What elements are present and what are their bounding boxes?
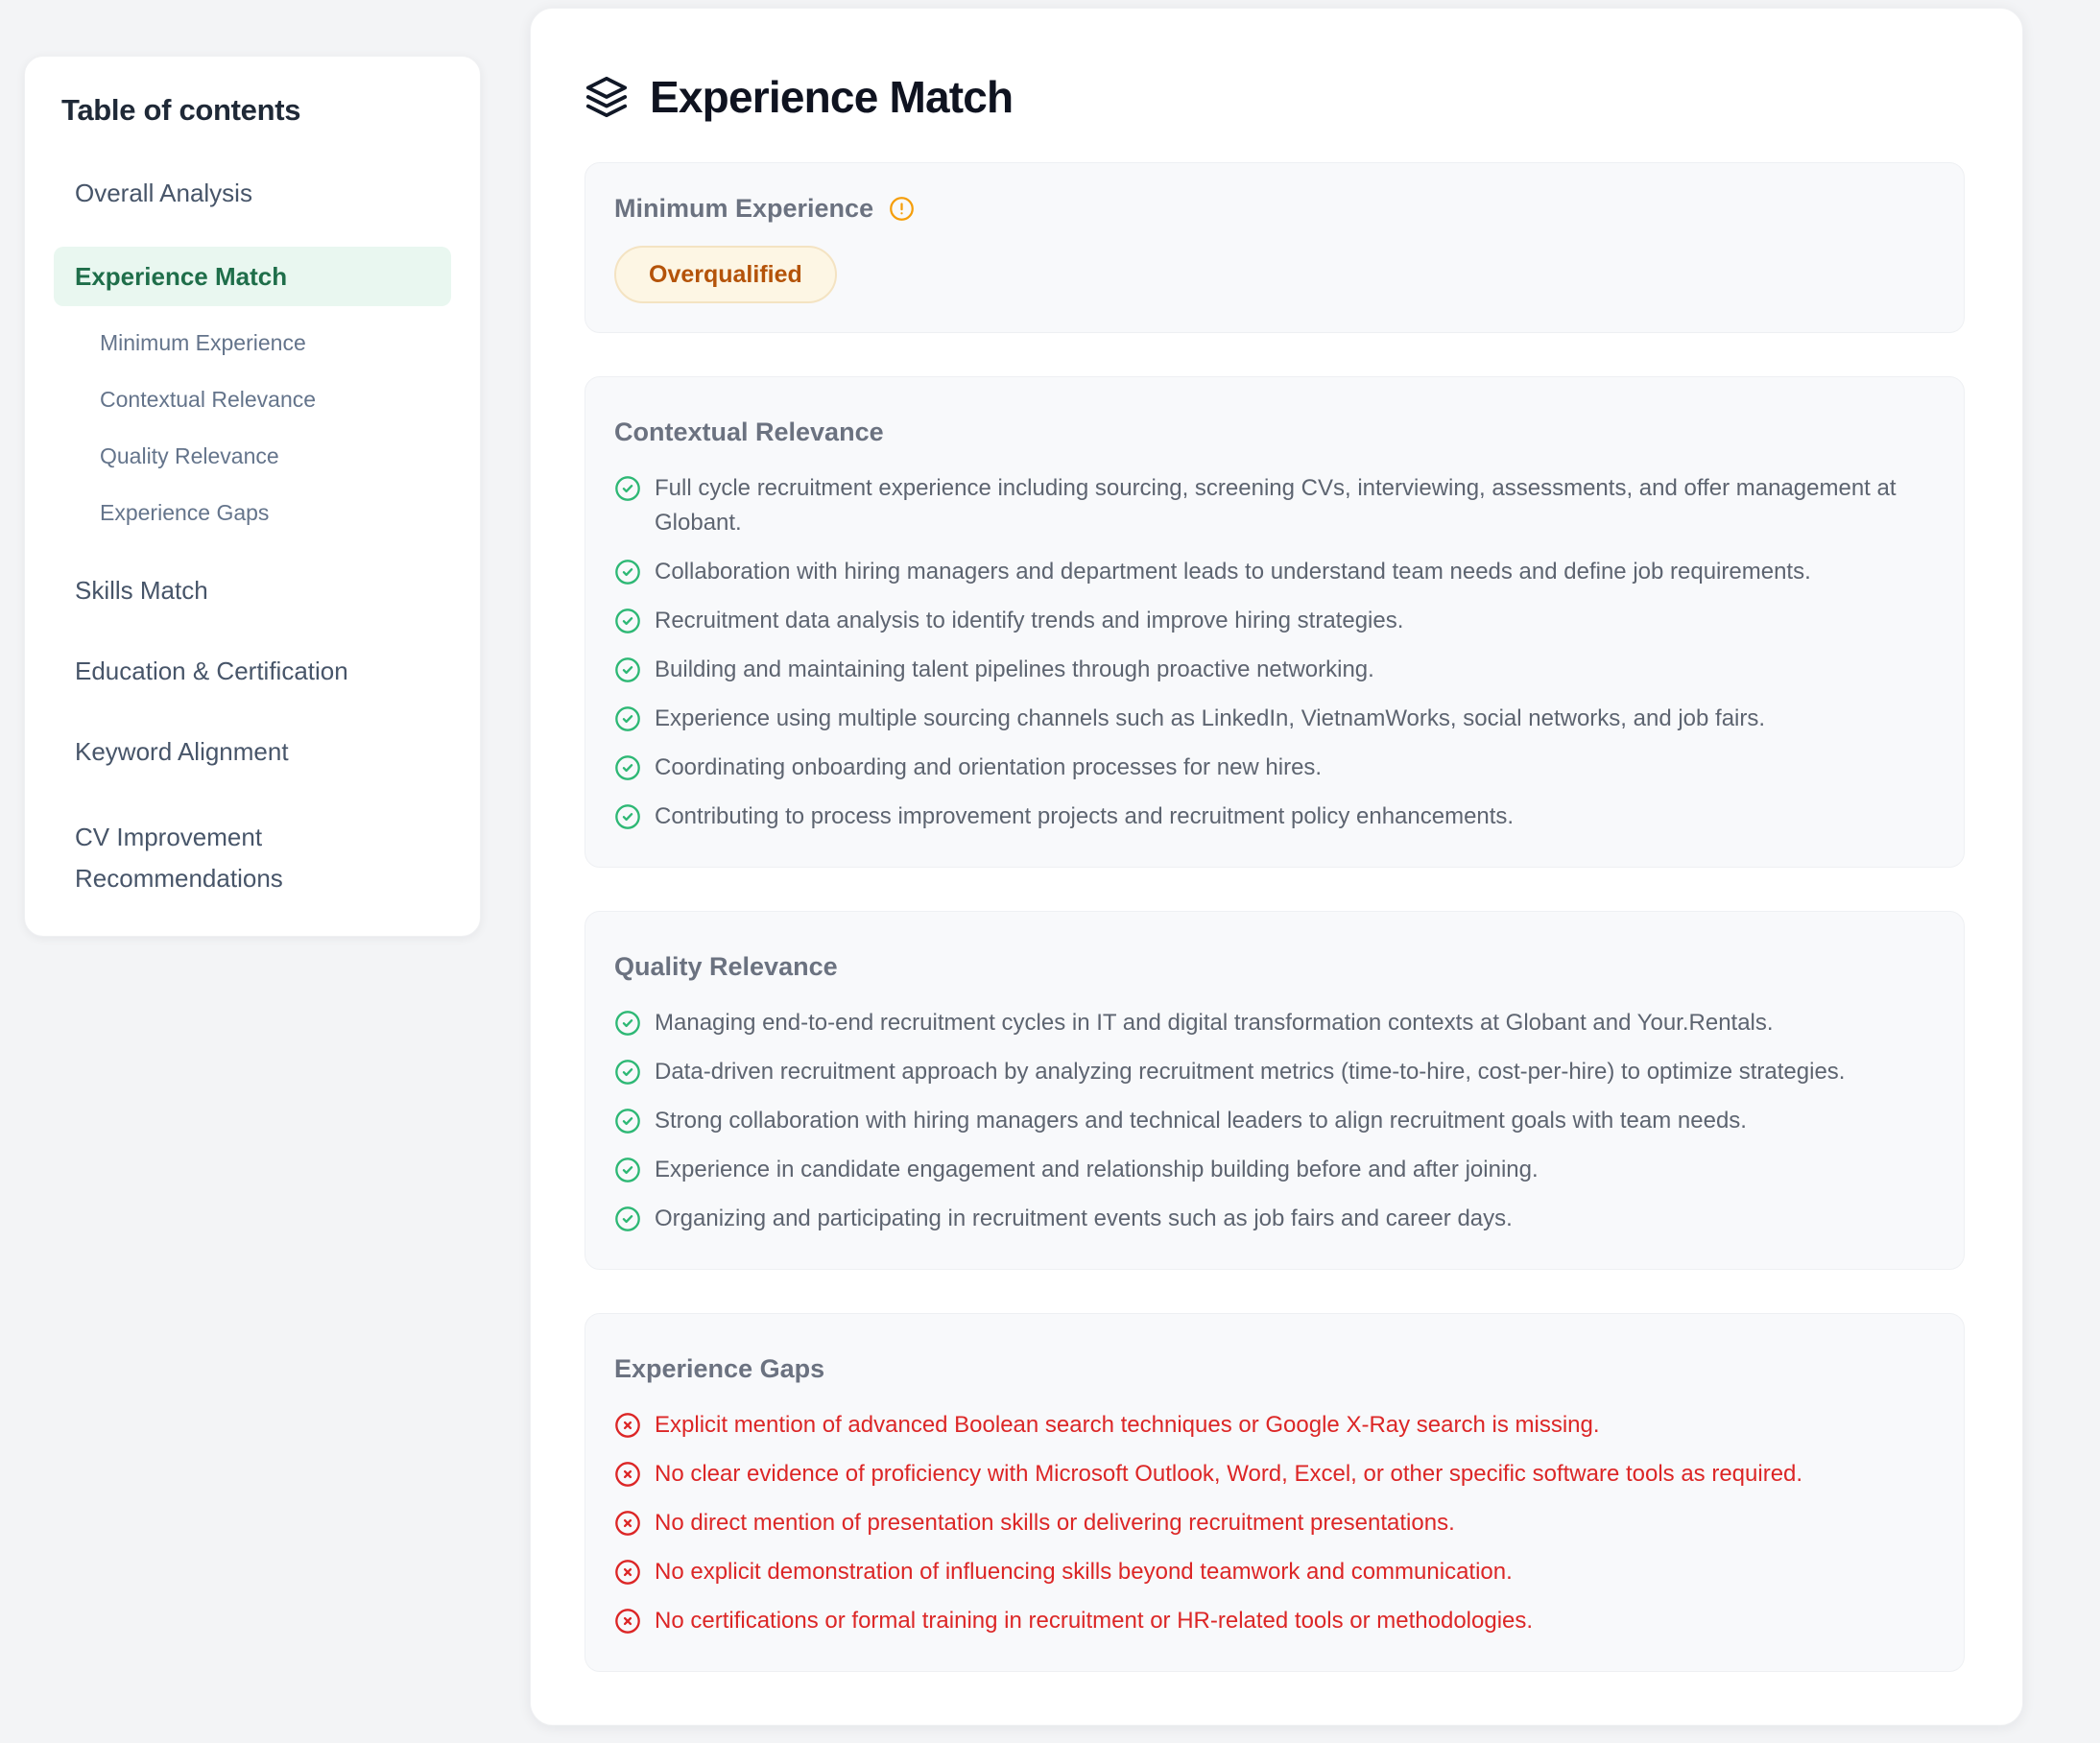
layers-icon — [585, 75, 629, 119]
check-circle-icon — [614, 1059, 641, 1086]
section-heading: Minimum Experience — [614, 194, 874, 223]
quality-relevance-list — [614, 1006, 1939, 1236]
x-circle-icon — [614, 1608, 641, 1635]
section-minimum-experience — [585, 162, 1965, 333]
check-circle-icon — [614, 475, 641, 502]
list-item — [614, 1104, 1939, 1138]
section-heading: Quality Relevance — [614, 952, 838, 981]
toc-item-cv-improvement-recommendations[interactable]: CV Improvement Recommendations — [75, 823, 283, 893]
toc-item-minimum-experience[interactable]: Minimum Experience — [100, 330, 306, 355]
check-circle-icon — [614, 657, 641, 683]
list-item — [614, 1506, 1939, 1540]
toc-item-experience-gaps[interactable]: Experience Gaps — [100, 500, 270, 525]
list-item — [614, 1457, 1939, 1492]
table-of-contents-panel — [24, 56, 481, 937]
list-item-text: Recruitment data analysis to identify trends and improve hiring strategies. — [655, 608, 1404, 633]
list-item-text: Explicit mention of advanced Boolean search techniques or Google X-Ray search is missing. — [655, 1412, 1600, 1438]
check-circle-icon — [614, 559, 641, 585]
minimum-experience-heading-row — [614, 192, 1935, 225]
list-item — [614, 1153, 1939, 1187]
toc-nav — [54, 166, 451, 911]
check-circle-icon — [614, 1010, 641, 1037]
list-item-text: Full cycle recruitment experience including sourcing, screening CVs, interviewing, assessments, and offer management at Globant. — [655, 475, 1897, 536]
section-contextual-relevance — [585, 376, 1965, 868]
check-circle-icon — [614, 1108, 641, 1134]
list-item-text: Managing end-to-end recruitment cycles in IT and digital transformation contexts at Globant and Your.Rentals. — [655, 1010, 1774, 1036]
list-item-text: Coordinating onboarding and orientation processes for new hires. — [655, 754, 1323, 780]
list-item-text: Strong collaboration with hiring managers and technical leaders to align recruitment goals with team needs. — [655, 1108, 1747, 1134]
list-item-text: No explicit demonstration of influencing skills beyond teamwork and communication. — [655, 1559, 1513, 1585]
status-badge: Overqualified — [614, 246, 837, 303]
experience-match-panel — [530, 8, 2023, 1726]
check-circle-icon — [614, 608, 641, 634]
list-item-text: Building and maintaining talent pipelines through proactive networking. — [655, 657, 1374, 682]
toc-item-skills-match[interactable]: Skills Match — [75, 576, 208, 605]
list-item — [614, 800, 1939, 834]
list-item-text: Data-driven recruitment approach by analyzing recruitment metrics (time-to-hire, cost-per-hire) to optimize strategies. — [655, 1059, 1846, 1085]
alert-circle-icon — [889, 196, 915, 222]
x-circle-icon — [614, 1461, 641, 1488]
list-item — [614, 1202, 1939, 1236]
list-item — [614, 653, 1939, 687]
list-item-text: No certifications or formal training in recruitment or HR-related tools or methodologies. — [655, 1608, 1534, 1634]
list-item — [614, 1006, 1939, 1040]
x-circle-icon — [614, 1559, 641, 1586]
list-item-text: No clear evidence of proficiency with Microsoft Outlook, Word, Excel, or other specific software tools as required. — [655, 1461, 1803, 1487]
toc-item-contextual-relevance[interactable]: Contextual Relevance — [100, 387, 317, 412]
section-heading: Experience Gaps — [614, 1354, 825, 1383]
toc-title: Table of contents — [61, 93, 301, 127]
list-item-text: Collaboration with hiring managers and department leads to understand team needs and define job requirements. — [655, 559, 1811, 585]
list-item — [614, 1555, 1939, 1589]
page-title: Experience Match — [650, 72, 1014, 122]
list-item — [614, 1604, 1939, 1638]
toc-item-quality-relevance[interactable]: Quality Relevance — [100, 443, 279, 468]
check-circle-icon — [614, 705, 641, 732]
list-item-text: Experience using multiple sourcing channels such as LinkedIn, VietnamWorks, social networks, and job fairs. — [655, 705, 1766, 731]
list-item-text: No direct mention of presentation skills or delivering recruitment presentations. — [655, 1510, 1455, 1536]
x-circle-icon — [614, 1412, 641, 1439]
list-item-text: Contributing to process improvement projects and recruitment policy enhancements. — [655, 803, 1515, 829]
check-circle-icon — [614, 803, 641, 830]
experience-gaps-list — [614, 1408, 1939, 1638]
contextual-relevance-list — [614, 471, 1939, 834]
toc-item-keyword-alignment[interactable]: Keyword Alignment — [75, 737, 289, 766]
toc-item-overall-analysis[interactable]: Overall Analysis — [75, 179, 252, 207]
list-item — [614, 555, 1939, 589]
toc-item-education-certification[interactable]: Education & Certification — [75, 657, 348, 685]
list-item — [614, 604, 1939, 638]
list-item — [614, 1055, 1939, 1089]
list-item-text: Organizing and participating in recruitment events such as job fairs and career days. — [655, 1206, 1513, 1231]
page-header — [585, 70, 1965, 124]
section-experience-gaps — [585, 1313, 1965, 1672]
check-circle-icon — [614, 1157, 641, 1183]
x-circle-icon — [614, 1510, 641, 1537]
section-quality-relevance — [585, 911, 1965, 1270]
check-circle-icon — [614, 754, 641, 781]
toc-item-experience-match[interactable]: Experience Match — [54, 247, 451, 306]
section-heading: Contextual Relevance — [614, 418, 884, 446]
list-item-text: Experience in candidate engagement and relationship building before and after joining. — [655, 1157, 1539, 1182]
list-item — [614, 471, 1939, 540]
list-item — [614, 1408, 1939, 1443]
check-circle-icon — [614, 1206, 641, 1232]
list-item — [614, 751, 1939, 785]
list-item — [614, 702, 1939, 736]
